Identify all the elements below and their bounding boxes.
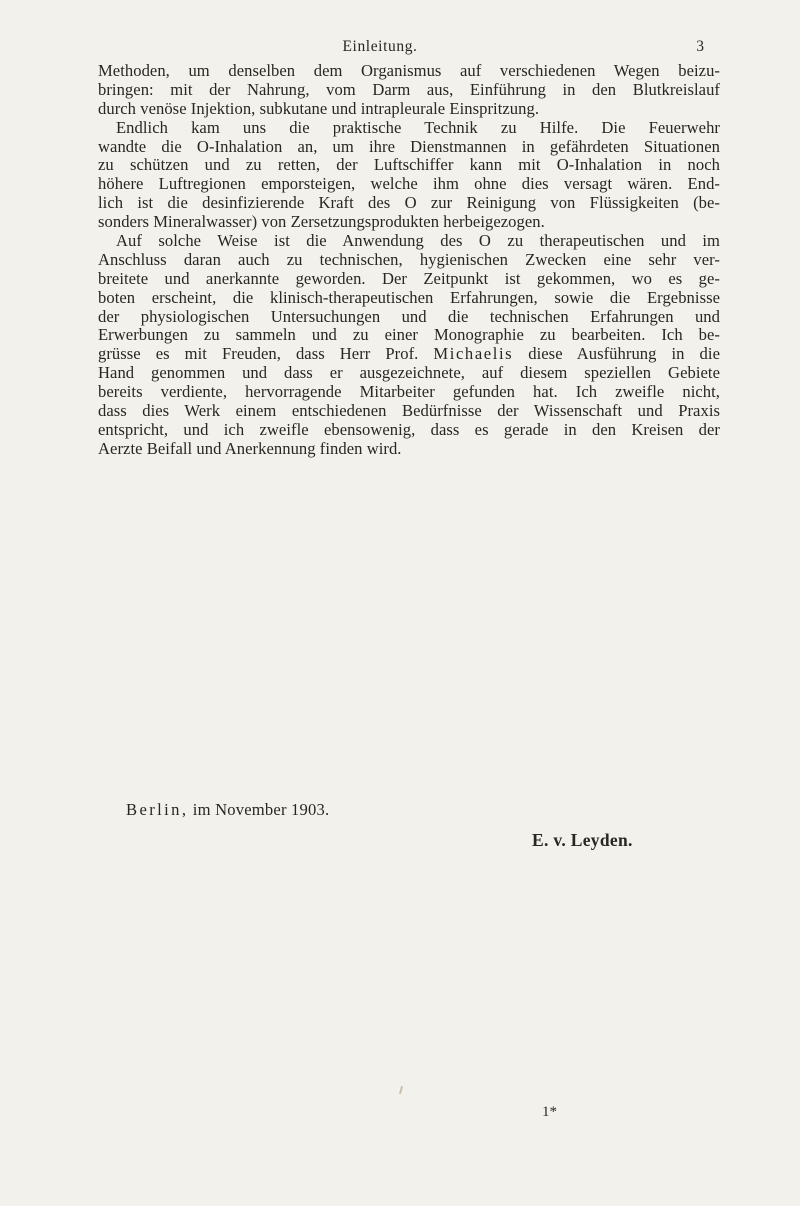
text-line: Endlich kam uns die praktische Technik zu Hilfe. Die Feuerwehr [116, 117, 720, 137]
text-line: Hand genommen und dass er ausgezeichnete, auf diesem speziellen Gebiete [98, 363, 720, 383]
paragraph [98, 119, 720, 232]
signature-mark: 1* [542, 1104, 557, 1120]
text-line: breitete und anerkannte geworden. Der Zeitpunkt ist gekommen, wo es ge- [98, 268, 720, 288]
paragraph [98, 62, 720, 119]
running-title: Einleitung. [342, 38, 418, 55]
text-line: lich ist die desinfizierende Kraft des O zur Reinigung von Flüssigkeiten (be- [98, 193, 720, 213]
text-line: boten erscheint, die klinisch-therapeutischen Erfahrungen, sowie die Ergebnisse [98, 287, 720, 307]
text-line: zu schützen und zu retten, der Luftschiffer kann mit O-Inhalation in noch [98, 155, 720, 175]
paragraph [98, 232, 720, 459]
text-line: höhere Luftregionen emporsteigen, welche ihm ohne dies versagt wären. End- [98, 174, 720, 194]
text-line: entspricht, und ich zweifle ebensowenig, dass es gerade in den Kreisen der [98, 419, 720, 439]
body-text [98, 62, 720, 459]
text-line: Erwerbungen zu sammeln und zu einer Monographie zu bearbeiten. Ich be- [98, 325, 720, 345]
text-line: bringen: mit der Nahrung, vom Darm aus, Einführung in den Blutkreislauf [98, 79, 720, 99]
text-line: durch venöse Injektion, subkutane und intrapleurale Einspritzung. [98, 98, 540, 118]
text-line: Aerzte Beifall und Anerkennung finden wird. [98, 438, 402, 458]
text-line: Anschluss daran auch zu technischen, hygienischen Zwecken eine sehr ver- [98, 249, 720, 269]
text-line: grüsse es mit Freuden, dass Herr Prof. Michaelis diese Ausführung in die [98, 344, 720, 364]
text-line: Methoden, um denselben dem Organismus auf verschiedenen Wegen beizu- [98, 61, 720, 80]
text-line: wandte die O-Inhalation an, um ihre Dienstmannen in gefährdeten Situationen [98, 136, 720, 156]
dateline-place: Berlin, [126, 800, 189, 819]
dateline [126, 800, 329, 820]
spaced-name: Michaelis [433, 344, 514, 364]
text-line: dass dies Werk einem entschiedenen Bedürfnisse der Wissenschaft und Praxis [98, 401, 720, 421]
author-signature: E. v. Leyden. [532, 830, 633, 850]
text-line: sonders Mineralwasser) von Zersetzungsprodukten herbeigezogen. [98, 212, 545, 232]
text-line: bereits verdiente, hervorragende Mitarbeiter gefunden hat. Ich zweifle nicht, [98, 382, 720, 402]
text-line: Auf solche Weise ist die Anwendung des O zu therapeutischen und im [116, 231, 720, 251]
text-line: der physiologischen Untersuchungen und die technischen Erfahrungen und [98, 306, 720, 326]
dateline-date: im November 1903. [192, 800, 330, 819]
page-number: 3 [696, 38, 704, 55]
paper-speck [399, 1086, 403, 1094]
running-header [98, 38, 704, 58]
